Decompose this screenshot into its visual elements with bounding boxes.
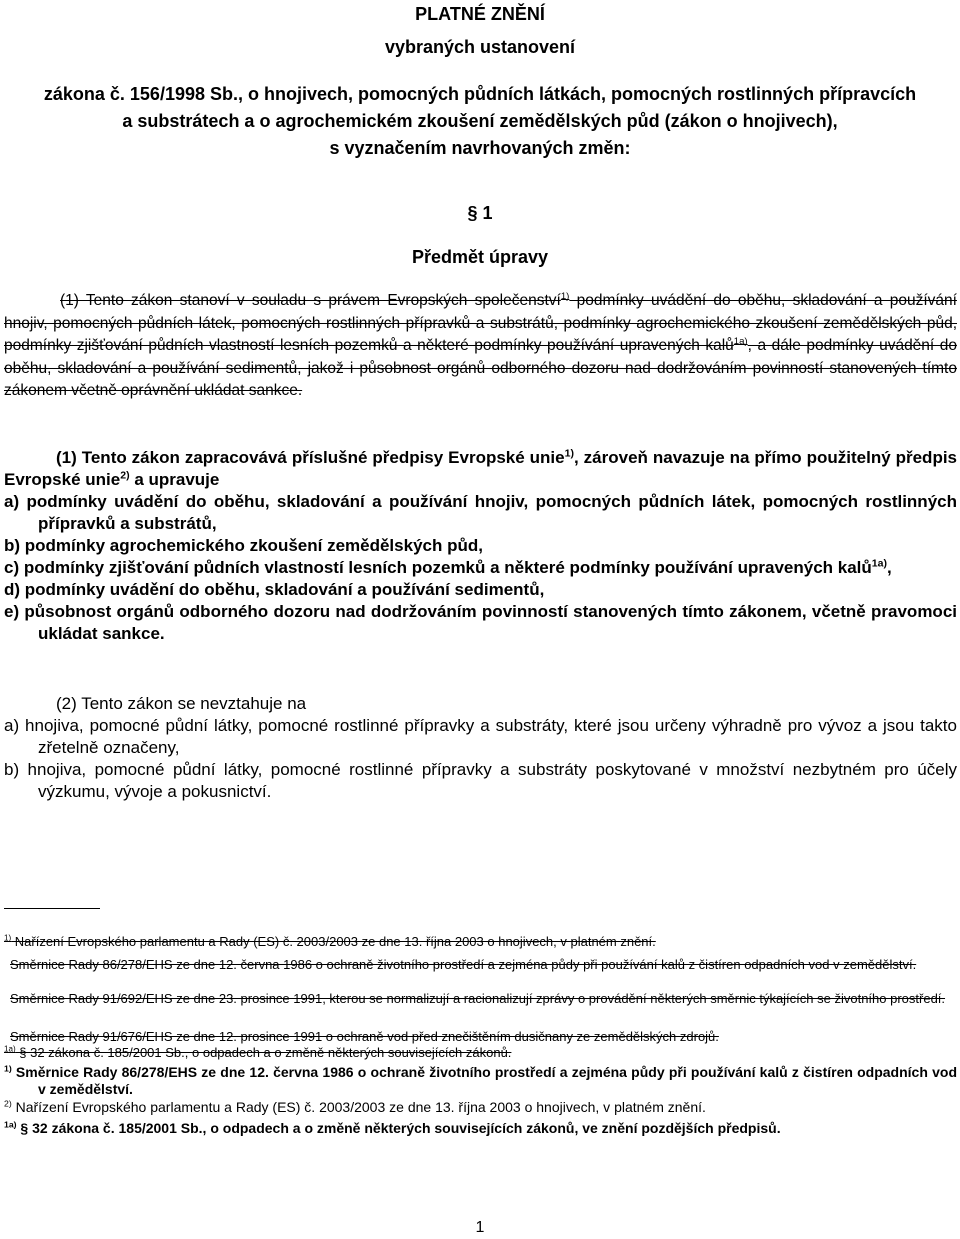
- new-paragraph-intro: a upravuje: [129, 470, 220, 489]
- law-title-line2: a substrátech a o agrochemickém zkoušení zemědělských půd (zákon o hnojivech),: [122, 111, 838, 131]
- footnote-ref: 1): [560, 290, 570, 302]
- old-footnote-1: [4, 934, 957, 950]
- old-footnote-text: Směrnice Rady 91/676/EHS ze dne 12. prosince 1991 o ochraně vod před znečištěním dusičnany ze zemědělských zdrojů.: [10, 1029, 719, 1044]
- doc-subtitle: vybraných ustanovení: [384, 37, 576, 57]
- old-footnote-3: [4, 991, 957, 1007]
- old-footnote-text: Směrnice Rady 86/278/EHS ze dne 12. června 1986 o ochraně životního prostředí a zejména půdy při používání kalů z čistíren odpadních vod v zemědělství.: [10, 957, 917, 972]
- footnote-ref: 1): [564, 447, 574, 460]
- footnote-separator: [4, 908, 100, 909]
- new-item-e: e) působnost orgánů odborného dozoru nad dodržováním povinností stanovených tímto zákonem, včetně pravomoci ukládat sankce.: [4, 602, 957, 643]
- old-footnote-5: [4, 1045, 957, 1061]
- paragraph-2: [4, 693, 957, 803]
- old-paragraph-1: [4, 290, 957, 403]
- footnote-ref: 1a): [871, 557, 888, 570]
- old-footnote-4: [4, 1029, 957, 1045]
- old-paragraph-text: podmínky uvádění do oběhu, skladování a používání hnojiv, pomocných půdních látek, pomocných rostlinných přípravků a substrátů, podmínky agrochemického zkoušení zemědělských půd, podmínky zjišťování půdních vlastností lesních pozemků a některé podmínky používání upravených kalů: [4, 292, 957, 354]
- old-paragraph-text: (1) Tento zákon stanoví v souladu s právem Evropských společenství: [60, 292, 561, 309]
- new-footnote-1: [4, 1064, 957, 1098]
- new-paragraph-intro: , zároveň navazuje na přímo použitelný předpis Evropské unie: [4, 448, 958, 489]
- new-item-c-text: c) podmínky zjišťování půdních vlastností lesních pozemků a některé podmínky používání upravených kalů: [4, 558, 872, 577]
- footnote-ref: 2): [120, 469, 130, 482]
- paragraph-2-item-a: a) hnojiva, pomocné půdní látky, pomocné rostlinné přípravky a substráty, které jsou určeny výhradně pro vývoz a jsou takto zřetelně označeny,: [4, 716, 957, 757]
- new-item-b: b) podmínky agrochemického zkoušení zemědělských půd,: [4, 536, 483, 555]
- new-item-a: a) podmínky uvádění do oběhu, skladování a používání hnojiv, pomocných půdních látek, pomocných rostlinných přípravků a substrátů,: [4, 492, 957, 533]
- old-footnote-2: [4, 957, 957, 973]
- law-title-line1: zákona č. 156/1998 Sb., o hnojivech, pomocných půdních látkách, pomocných rostlinných přípravcích: [43, 84, 917, 104]
- doc-title: PLATNÉ ZNĚNÍ: [415, 4, 545, 24]
- footnote-mark: 1): [4, 1063, 12, 1074]
- new-footnote-2: [4, 1099, 957, 1116]
- new-footnote-text: Nařízení Evropského parlamentu a Rady (ES) č. 2003/2003 ze dne 13. října 2003 o hnojivech, v platném znění.: [11, 1099, 706, 1115]
- new-footnote-text: Směrnice Rady 86/278/EHS ze dne 12. června 1986 o ochraně životního prostředí a zejména půdy při používání kalů z čistíren odpadních vod v zemědělství.: [11, 1064, 957, 1097]
- footnote-mark: 1a): [4, 1119, 17, 1130]
- new-paragraph-1: [4, 447, 957, 645]
- footnote-mark: 1a): [4, 1044, 16, 1054]
- new-item-d: d) podmínky uvádění do oběhu, skladování a používání sedimentů,: [4, 580, 545, 599]
- new-paragraph-intro: (1) Tento zákon zapracovává příslušné předpisy Evropské unie: [56, 448, 565, 467]
- old-footnote-text: § 32 zákona č. 185/2001 Sb., o odpadech a o změně některých souvisejících zákonů.: [15, 1045, 512, 1060]
- page-number: 1: [475, 1219, 485, 1236]
- paragraph-2-item-b: b) hnojiva, pomocné půdní látky, pomocné rostlinné přípravky a substráty poskytované v množství nezbytném pro účely výzkumu, vývoje a pokusnictví.: [4, 760, 957, 801]
- new-footnote-text: § 32 zákona č. 185/2001 Sb., o odpadech a o změně některých souvisejících zákonů, ve znění pozdějších předpisů.: [16, 1120, 781, 1136]
- new-item-c: [4, 557, 957, 579]
- section-number: § 1: [467, 203, 493, 223]
- new-footnote-3: [4, 1120, 957, 1137]
- footnote-ref: 1a): [733, 335, 748, 347]
- old-paragraph-text: , a dále podmínky uvádění do oběhu, skladování a používání sedimentů, jakož i působnost orgánů odborného dozoru nad dodržováním povinností stanovených tímto zákonem včetně oprávnění ukládat sankce.: [4, 337, 957, 399]
- old-footnote-text: Směrnice Rady 91/692/EHS ze dne 23. prosince 1991, kterou se normalizují a racionalizují zprávy o provádění některých směrnic týkajících se životního prostředí.: [10, 991, 946, 1006]
- paragraph-2-intro: (2) Tento zákon se nevztahuje na: [56, 694, 307, 713]
- old-footnote-text: Nařízení Evropského parlamentu a Rady (ES) č. 2003/2003 ze dne 13. října 2003 o hnojivech, v platném znění.: [11, 934, 656, 949]
- footnote-mark: 1): [4, 933, 12, 943]
- footnote-mark: 2): [4, 1098, 12, 1109]
- law-title-line3: s vyznačením navrhovaných změn:: [329, 138, 631, 158]
- section-title: Předmět úpravy: [411, 247, 549, 267]
- new-item-c-text: ,: [887, 558, 892, 577]
